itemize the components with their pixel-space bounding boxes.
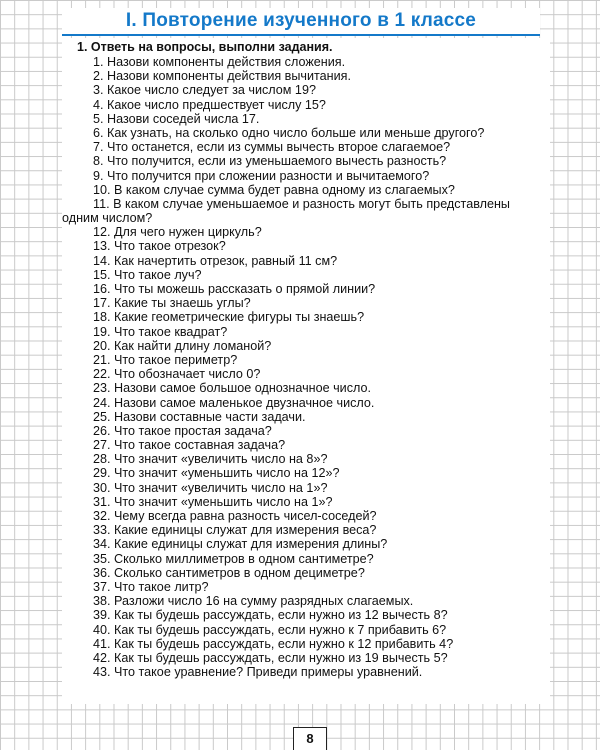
question-item: 6. Как узнать, на сколько одно число больше или меньше другого?: [93, 125, 485, 140]
question-item: 39. Как ты будешь рассуждать, если нужно из 12 вычесть 8?: [93, 608, 448, 623]
page-number: 8: [293, 727, 327, 750]
question-item: 8. Что получится, если из уменьшаемого вычесть разность?: [93, 154, 447, 169]
question-item: 43. Что такое уравнение? Приведи примеры уравнений.: [93, 665, 423, 680]
question-item: 2. Назови компоненты действия вычитания.: [93, 69, 351, 84]
question-item: 3. Какое число следует за числом 19?: [93, 83, 316, 98]
question-item: 16. Что ты можешь рассказать о прямой линии?: [93, 282, 376, 297]
question-item: 32. Чему всегда равна разность чисел-соседей?: [93, 509, 377, 524]
question-item: 15. Что такое луч?: [93, 267, 202, 282]
section-title: I. Повторение изученного в 1 классе: [125, 10, 477, 31]
question-item: 24. Назови самое маленькое двузначное число.: [93, 395, 375, 410]
question-item: 4. Какое число предшествует числу 15?: [93, 97, 326, 112]
question-item: 38. Разложи число 16 на сумму разрядных слагаемых.: [93, 594, 414, 609]
question-item: 36. Сколько сантиметров в одном дециметре?: [93, 565, 365, 580]
question-item: 1. Назови компоненты действия сложения.: [93, 55, 346, 69]
question-item: 7. Что останется, если из суммы вычесть второе слагаемое?: [93, 140, 451, 155]
exercise-block: [62, 38, 550, 704]
question-item: 35. Сколько миллиметров в одном сантиметре?: [93, 551, 374, 566]
question-item: 33. Какие единицы служат для измерения веса?: [93, 523, 377, 538]
question-item: 18. Какие геометрические фигуры ты знаешь?: [93, 310, 365, 325]
question-item: 34. Какие единицы служат для измерения длины?: [93, 537, 388, 552]
question-item: 27. Что такое составная задача?: [93, 438, 286, 453]
question-item: 11. В каком случае уменьшаемое и разность могут быть представлены одним числом?: [62, 196, 510, 226]
question-item: 14. Как начертить отрезок, равный 11 см?: [93, 253, 338, 268]
question-item: 9. Что получится при сложении разности и вычитаемого?: [93, 168, 430, 183]
question-item: 13. Что такое отрезок?: [93, 239, 226, 254]
question-item: 19. Что такое квадрат?: [93, 324, 228, 339]
task-heading: 1. Ответь на вопросы, выполни задания.: [77, 40, 333, 54]
question-list: [62, 55, 550, 679]
question-item: 40. Как ты будешь рассуждать, если нужно к 7 прибавить 6?: [93, 622, 447, 637]
section-header: [62, 8, 540, 36]
question-item: 25. Назови составные части задачи.: [93, 409, 306, 424]
question-item: 17. Какие ты знаешь углы?: [93, 296, 251, 311]
title-underline: [62, 34, 540, 36]
question-item: 41. Как ты будешь рассуждать, если нужно к 12 прибавить 4?: [93, 636, 454, 651]
question-item: 42. Как ты будешь рассуждать, если нужно из 19 вычесть 5?: [93, 650, 448, 665]
question-item: 29. Что значит «уменьшить число на 12»?: [93, 466, 340, 481]
question-item: 22. Что обозначает число 0?: [93, 367, 261, 382]
question-item: 21. Что такое периметр?: [93, 352, 238, 367]
question-item: 10. В каком случае сумма будет равна одному из слагаемых?: [93, 182, 455, 197]
question-item: 5. Назови соседей числа 17.: [93, 111, 260, 126]
question-item: 37. Что такое литр?: [93, 579, 209, 594]
question-item: 31. Что значит «уменьшить число на 1»?: [93, 494, 333, 509]
question-item: 28. Что значит «увеличить число на 8»?: [93, 452, 328, 467]
question-item: 30. Что значит «увеличить число на 1»?: [93, 480, 328, 495]
question-item: 23. Назови самое большое однозначное число.: [93, 381, 372, 396]
question-item: 12. Для чего нужен циркуль?: [93, 225, 262, 240]
question-item: 20. Как найти длину ломаной?: [93, 338, 272, 353]
question-item: 26. Что такое простая задача?: [93, 423, 272, 438]
